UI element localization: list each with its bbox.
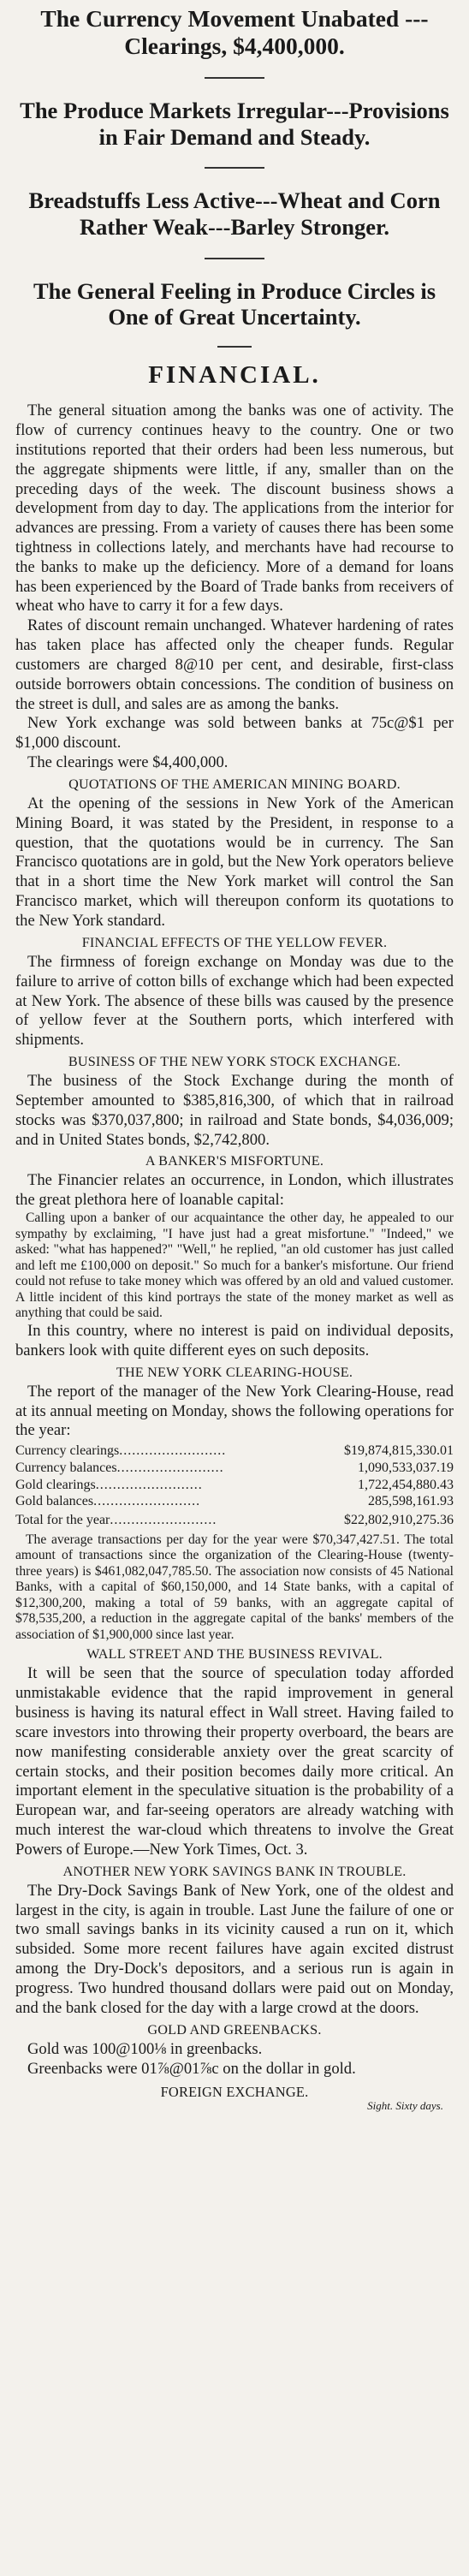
row-amount: 1,090,533,037.19 (358, 1460, 454, 1475)
subhead-clearing-house: THE NEW YORK CLEARING-HOUSE. (116, 1364, 353, 1380)
headline-breadstuffs: Breadstuffs Less Active---Wheat and Corn Rather Weak---Barley Stronger. (28, 187, 441, 240)
headline-produce: The Produce Markets Irregular---Provisions in Fair Demand and Steady. (20, 97, 449, 150)
subhead-mining: QUOTATIONS OF THE AMERICAN MINING BOARD. (68, 776, 401, 792)
table-row: Currency clearings......................... $19,874,815,330.01 (15, 1443, 454, 1459)
subhead-wall-street: WALL STREET AND THE BUSINESS REVIVAL. (86, 1646, 383, 1663)
paragraph: The Dry-Dock Savings Bank of New York, one of the oldest and largest in the city, is again in trouble. Last June the failure of one or two small savings banks in its vicinity caused a run on it, which subsided. Some more recent failures have again excited distrust among the Dry-Dock's depositors, and a serious run is again in progress. Two hundred thousand dollars were paid out on Monday, and the bank closed for the day with a large crowd at the doors. (15, 1881, 454, 2017)
subhead-savings-bank: ANOTHER NEW YORK SAVINGS BANK IN TROUBLE. (62, 1863, 407, 1879)
table-row: Currency balances......................... 1,090,533,037.19 (15, 1460, 454, 1475)
headline-general-feeling: The General Feeling in Produce Circles is One of Great Uncertainty. (33, 277, 436, 330)
paragraph: The firmness of foreign exchange on Monday was due to the failure to arrive of cotton bills of exchange which had been expected at New York. The absence of these bills was caused by the presence of yellow fever at the Southern ports, which interfered with shipments. (15, 952, 454, 1050)
paragraph: In this country, where no interest is paid on individual deposits, bankers look with quite different eyes on such deposits. (15, 1321, 454, 1359)
subhead-yellow-fever: FINANCIAL EFFECTS OF THE YELLOW FEVER. (81, 934, 388, 950)
table-row: Gold balances......................... 285,598,161.93 (15, 1494, 454, 1509)
subhead-foreign-exchange: FOREIGN EXCHANGE. (160, 2084, 309, 2101)
row-amount: $19,874,815,330.01 (344, 1443, 454, 1459)
divider (217, 346, 252, 348)
row-label: Gold clearings (15, 1477, 96, 1492)
paragraph: The business of the Stock Exchange during the month of September amounted to $385,816,300, of which that in railroad stocks was $370,037,800; in railroad and State bonds, $4,036,009; and in United States bonds, $2,742,800. (15, 1072, 454, 1149)
row-amount: 1,722,454,880.43 (358, 1477, 454, 1492)
row-amount: $22,802,910,275.36 (344, 1512, 454, 1527)
paragraph: Rates of discount remain unchanged. Whatever hardening of rates has taken place has affected only the cheaper funds. Regular customers are charged 8@10 per cent, and desirable, first-class outside borrowers obtain concessions. The condition of business on the street is dull, and sales are as among the banks. (15, 616, 454, 713)
paragraph: Gold was 100@100⅛ in greenbacks. (27, 2039, 263, 2058)
subhead-stock-exchange: BUSINESS OF THE NEW YORK STOCK EXCHANGE. (68, 1054, 401, 1070)
paragraph: The general situation among the banks was one of activity. The flow of currency continues heavy to the country. One or two institutions reported that their orders had been less numerous, but the aggregate shipments were little, if any, smaller than on the preceding days of the week. The discount business shows a development from day to day. The applications from the interior for advances are pressing. From a variety of causes there has been some tightness in collections lately, and merchants have had recourse to the banks to make up the deficiency. More of a demand for loans has been experienced by the Board of Trade banks from receivers of wheat who have to carry it for a few days. (15, 402, 454, 616)
subhead-gold: GOLD AND GREENBACKS. (147, 2021, 322, 2038)
row-label: Currency clearings (15, 1443, 120, 1459)
table-row-total: Total for the year......................... $22,802,910,275.36 (15, 1510, 454, 1529)
paragraph: At the opening of the sessions in New York of the American Mining Board, it was stated by the President, in response to a question, that the quotations would be in currency. The San Francisco quotations are in gold, but the New York operators believe that in a short time the New York market will control the San Francisco market, which will thereupon conform its quotations to the New York standard. (15, 794, 454, 930)
clearing-table (15, 1443, 454, 1528)
quoted-passage: Calling upon a banker of our acquaintance the other day, he appealed to our sympathy by exclaiming, "I have just had a great misfortune." "Indeed," we asked: "what has happened?" "Well," he replied, "an old customer has just called and left me £100,000 on deposit." So much for a banker's misfortune. Our friend could not refuse to take money which was offered by an old and valued customer. A little incident of this kind portrays the state of the money market as well as anything that could be said. (15, 1211, 454, 1321)
paragraph: The report of the manager of the New York Clearing-House, read at its annual meeting on Monday, shows the following operations for the year: (15, 1382, 454, 1440)
paragraph: It will be seen that the source of speculation today afforded unmistakable evidence that the rapid improvement in general business is having its natural effect in Wall street. Having failed to scare investors into throwing their property overboard, the bears are now manifesting considerable anxiety over the great scarcity of certain stocks, and their position becomes daily more critical. An important element in the speculative situation is the probability of a European war, and far-seeing operators are already watching with much interest the war-cloud which threatens to involve the Great Powers of Europe.—New York Times, Oct. 3. (15, 1664, 454, 1859)
paragraph: The clearings were $4,400,000. (27, 753, 229, 772)
row-label: Currency balances (15, 1460, 117, 1475)
table-row: Gold clearings......................... 1,722,454,880.43 (15, 1477, 454, 1492)
divider (205, 258, 264, 259)
divider (205, 77, 264, 79)
section-title: FINANCIAL. (148, 361, 321, 390)
paragraph: New York exchange was sold between banks at 75c@$1 per $1,000 discount. (15, 714, 454, 753)
divider (205, 167, 264, 169)
paragraph: The Financier relates an occurrence, in London, which illustrates the great plethora here of loanable capital: (15, 1171, 454, 1210)
column-header: Sight. Sixty days. (367, 2099, 443, 2113)
subhead-banker: A BANKER'S MISFORTUNE. (145, 1153, 324, 1169)
row-label: Total for the year (15, 1512, 110, 1527)
clearing-note: The average transactions per day for the year were $70,347,427.51. The total amount of transactions since the organization of the Clearing-House (twenty-three years) is $461,082,047,785.50. The association now consists of 45 National Banks, with a capital of $60,150,000, and 14 State banks, with a capital of $12,300,200, making a total of 59 banks, with an aggregate capital of $78,535,200, a reduction in the aggregate capital of the banks' members of the association of $1,900,000 since last year. (15, 1532, 454, 1642)
foreign-exchange (15, 2084, 454, 2113)
headline-currency: The Currency Movement Unabated ---Clearings, $4,400,000. (40, 5, 429, 59)
row-amount: 285,598,161.93 (368, 1494, 454, 1509)
row-label: Gold balances (15, 1494, 94, 1509)
paragraph: Greenbacks were 01⅞@01⅞c on the dollar in gold. (27, 2059, 356, 2078)
